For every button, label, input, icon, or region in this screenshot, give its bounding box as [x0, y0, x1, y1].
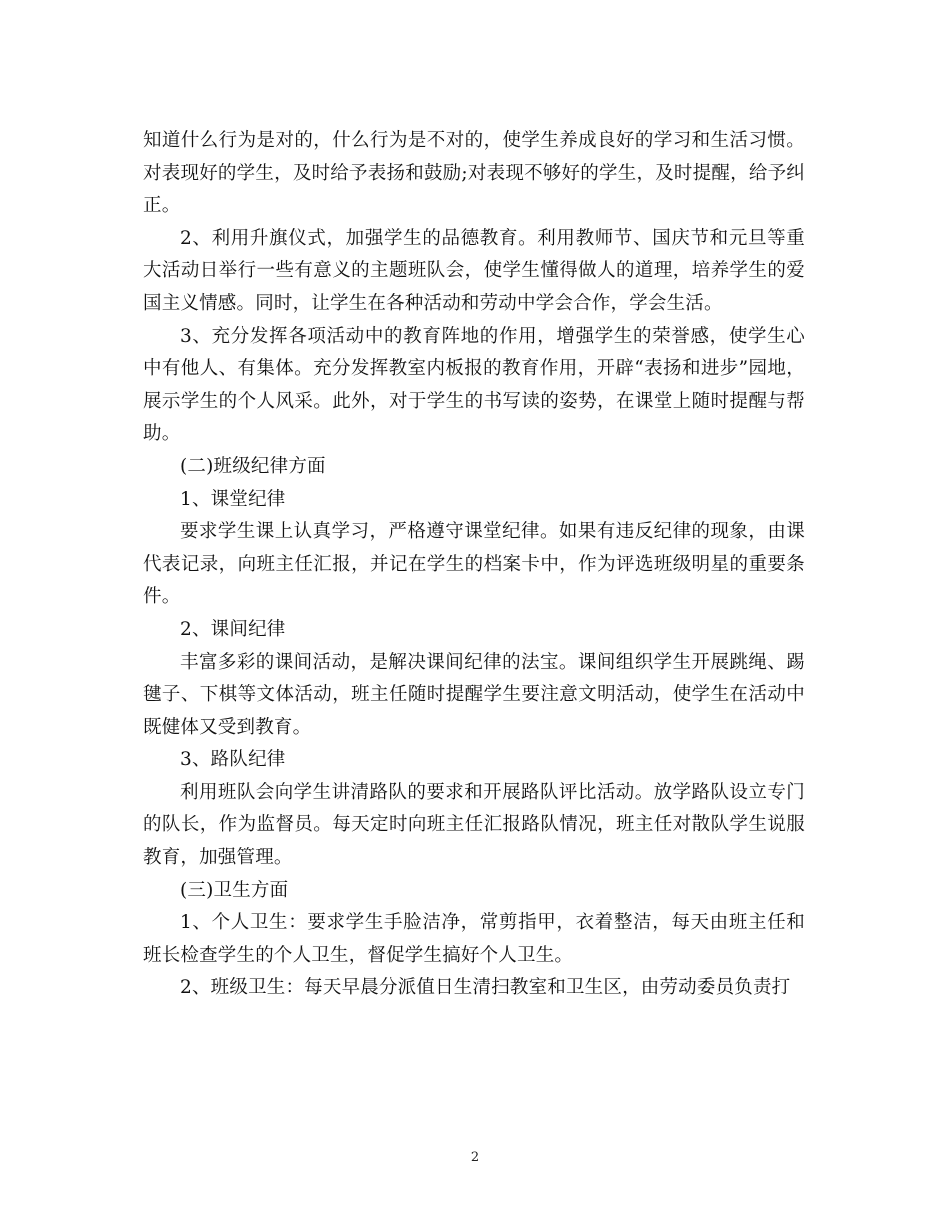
subheading-break-discipline: 2、课间纪律: [180, 618, 286, 640]
paragraph-break-discipline: 丰富多彩的课间活动，是解决课间纪律的法宝。课间组织学生开展跳绳、踢毽子、下棋等文体活动，班主任随时提醒学生要注意文明活动，使学生在活动中既健体又受到教育。: [143, 651, 805, 738]
paragraph-activity-positions: 3、充分发挥各项活动中的教育阵地的作用，增强学生的荣誉感，使学生心中有他人、有集体。充分发挥教室内板报的教育作用，开辟“表扬和进步”园地，展示学生的个人风采。此外，对于学生的书写读的姿势，在课堂上随时提醒与帮助。: [143, 325, 805, 445]
subheading-classroom-discipline: 1、课堂纪律: [180, 488, 286, 510]
paragraph-queue-discipline: 利用班队会向学生讲清路队的要求和开展路队评比活动。放学路队设立专门的队长，作为监督员。每天定时向班主任汇报路队情况，班主任对散队学生说服教育，加强管理。: [143, 781, 805, 869]
section-heading-discipline: (二)班级纪律方面: [180, 455, 326, 477]
document-body: [143, 125, 805, 1005]
paragraph-class-hygiene: 2、班级卫生：每天早晨分派值日生清扫教室和卫生区，由劳动委员负责打: [180, 977, 791, 999]
paragraph-continuation: 知道什么行为是对的，什么行为是不对的，使学生养成良好的学习和生活习惯。对表现好的学生，及时给予表扬和鼓励;对表现不够好的学生，及时提醒，给予纠正。: [143, 130, 805, 217]
paragraph-flag-ceremony: 2、利用升旗仪式，加强学生的品德教育。利用教师节、国庆节和元旦等重大活动日举行一些有意义的主题班队会，使学生懂得做人的道理，培养学生的爱国主义情感。同时，让学生在各种活动和劳动中学会合作，学会生活。: [143, 227, 805, 314]
section-heading-hygiene: (三)卫生方面: [180, 879, 289, 901]
page-number: 2: [470, 1150, 480, 1165]
paragraph-classroom-discipline: 要求学生课上认真学习，严格遵守课堂纪律。如果有违反纪律的现象，由课代表记录，向班主任汇报，并记在学生的档案卡中，作为评选班级明星的重要条件。: [143, 521, 805, 608]
paragraph-personal-hygiene: 1、个人卫生：要求学生手脸洁净，常剪指甲，衣着整洁，每天由班主任和班长检查学生的个人卫生，督促学生搞好个人卫生。: [143, 912, 805, 966]
subheading-queue-discipline: 3、路队纪律: [180, 749, 286, 771]
